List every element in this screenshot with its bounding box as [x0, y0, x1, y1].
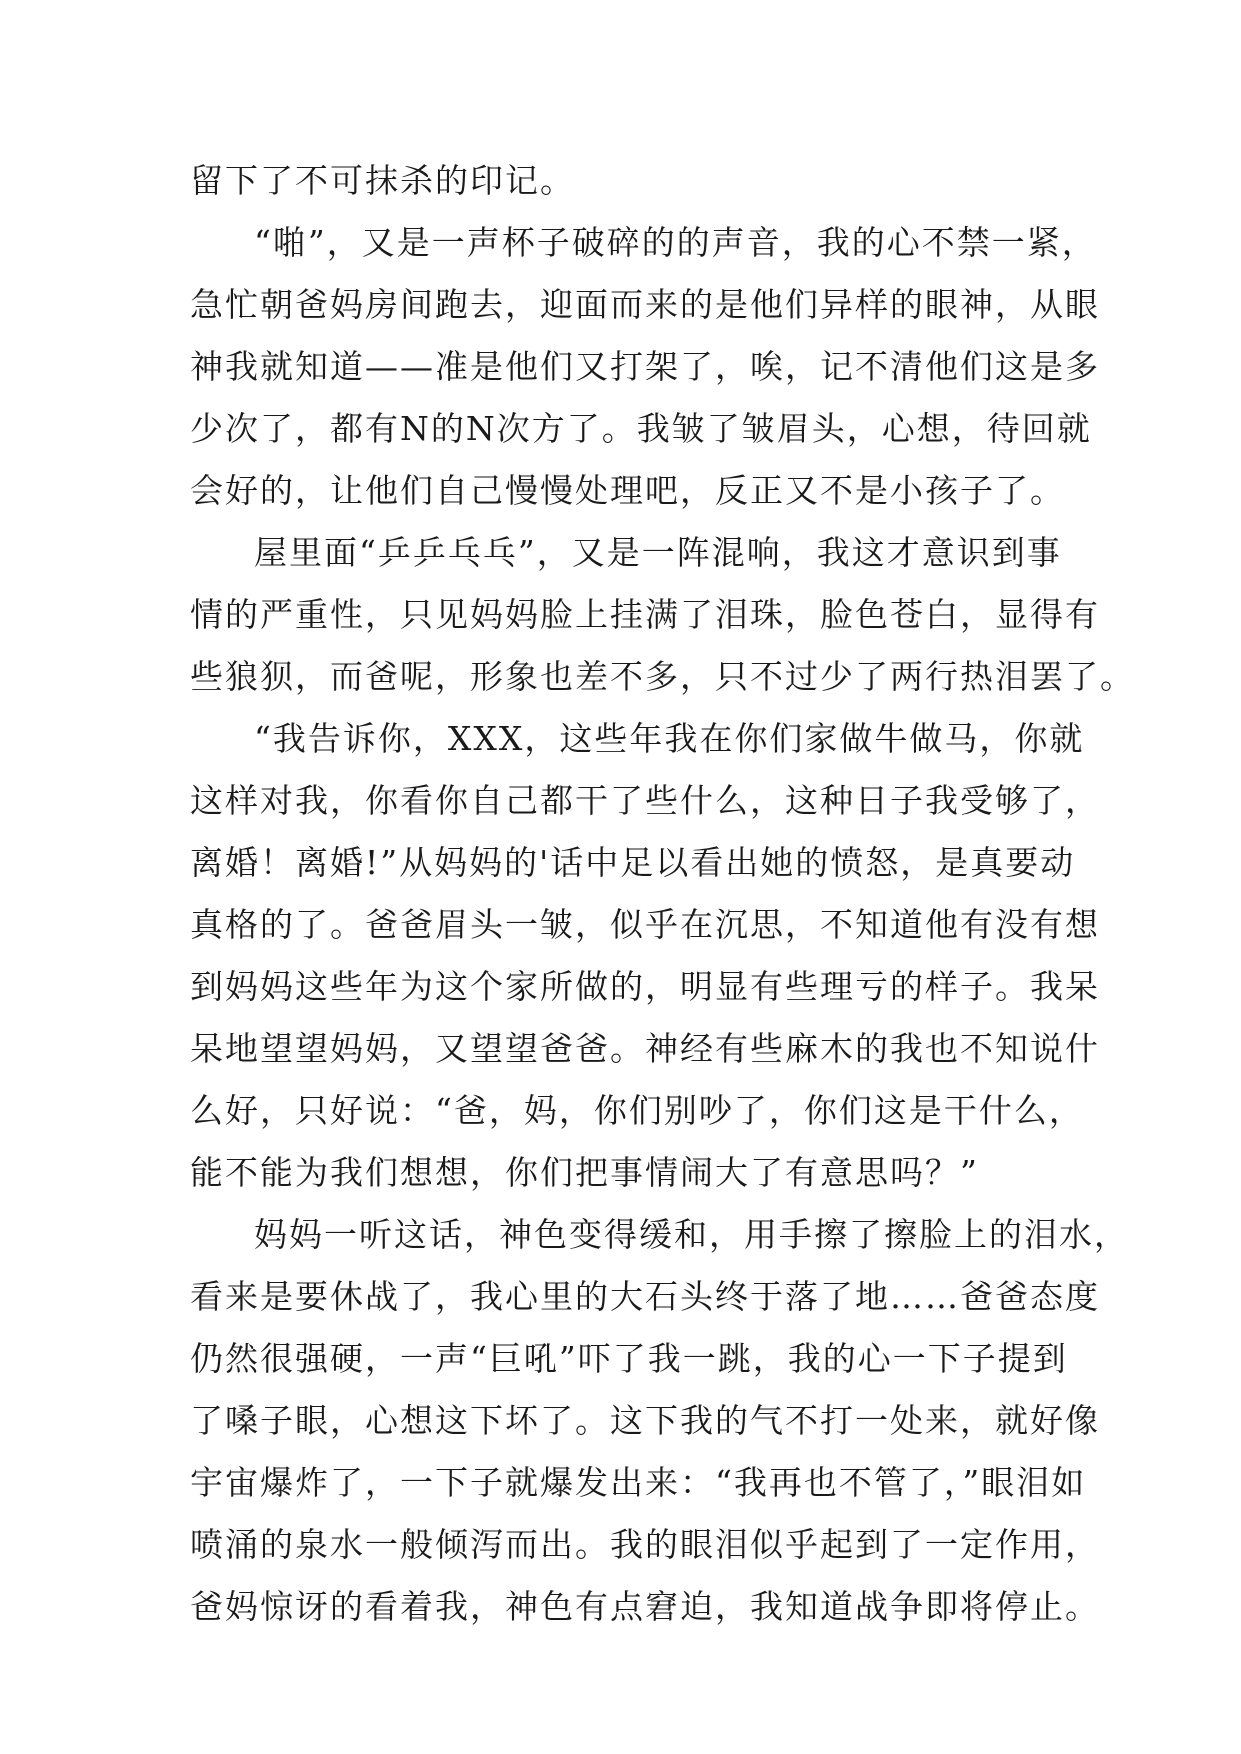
text-line: 真格的了。爸爸眉头一皱，似乎在沉思，不知道他有没有想	[190, 905, 1100, 944]
text-line: 离婚！离婚!”从妈妈的'话中足以看出她的愤怒，是真要动	[190, 843, 1076, 882]
text-line: 些狼狈，而爸呢，形象也差不多，只不过少了两行热泪罢了。	[190, 657, 1135, 696]
text-line: 妈妈一听这话，神色变得缓和，用手擦了擦脸上的泪水，	[254, 1215, 1129, 1254]
text-line: 屋里面“乒乒乓乓”，又是一阵混响，我这才意识到事	[254, 533, 1062, 572]
text-line: 喷涌的泉水一般倾泻而出。我的眼泪似乎起到了一定作用，	[190, 1525, 1100, 1564]
text-line: 到妈妈这些年为这个家所做的，明显有些理亏的样子。我呆	[190, 967, 1100, 1006]
text-line: “啪”，又是一声杯子破碎的的声音，我的心不禁一紧，	[254, 223, 1097, 262]
text-line: 呆地望望妈妈，又望望爸爸。神经有些麻木的我也不知说什	[190, 1029, 1100, 1068]
text-line: 了嗓子眼，心想这下坏了。这下我的气不打一处来，就好像	[190, 1401, 1100, 1440]
text-line: 宇宙爆炸了，一下子就爆发出来：“我再也不管了，”眼泪如	[190, 1463, 1087, 1502]
text-line: 留下了不可抹杀的印记。	[190, 161, 575, 200]
text-line: 能不能为我们想想，你们把事情闹大了有意思吗？”	[190, 1153, 979, 1192]
text-line: “我告诉你，XXX，这些年我在你们家做牛做马，你就	[254, 719, 1085, 758]
body-text	[190, 150, 1135, 1638]
text-line: 情的严重性，只见妈妈脸上挂满了泪珠，脸色苍白，显得有	[190, 595, 1100, 634]
text-line: 急忙朝爸妈房间跑去，迎面而来的是他们异样的眼神，从眼	[190, 285, 1100, 324]
text-line: 么好，只好说：“爸，妈，你们别吵了，你们这是干什么，	[190, 1091, 1084, 1130]
text-line: 会好的，让他们自己慢慢处理吧，反正又不是小孩子了。	[190, 471, 1065, 510]
text-line: 爸妈惊讶的看着我，神色有点窘迫，我知道战争即将停止。	[190, 1587, 1100, 1626]
text-line: 看来是要休战了，我心里的大石头终于落了地……爸爸态度	[190, 1277, 1100, 1316]
text-line: 仍然很强硬，一声“巨吼”吓了我一跳，我的心一下子提到	[190, 1339, 1068, 1378]
text-line: 这样对我，你看你自己都干了些什么，这种日子我受够了，	[190, 781, 1100, 820]
text-line: 少次了，都有N的N次方了。我皱了皱眉头，心想，待回就	[190, 409, 1092, 448]
text-line: 神我就知道——准是他们又打架了，唉，记不清他们这是多	[190, 347, 1100, 386]
